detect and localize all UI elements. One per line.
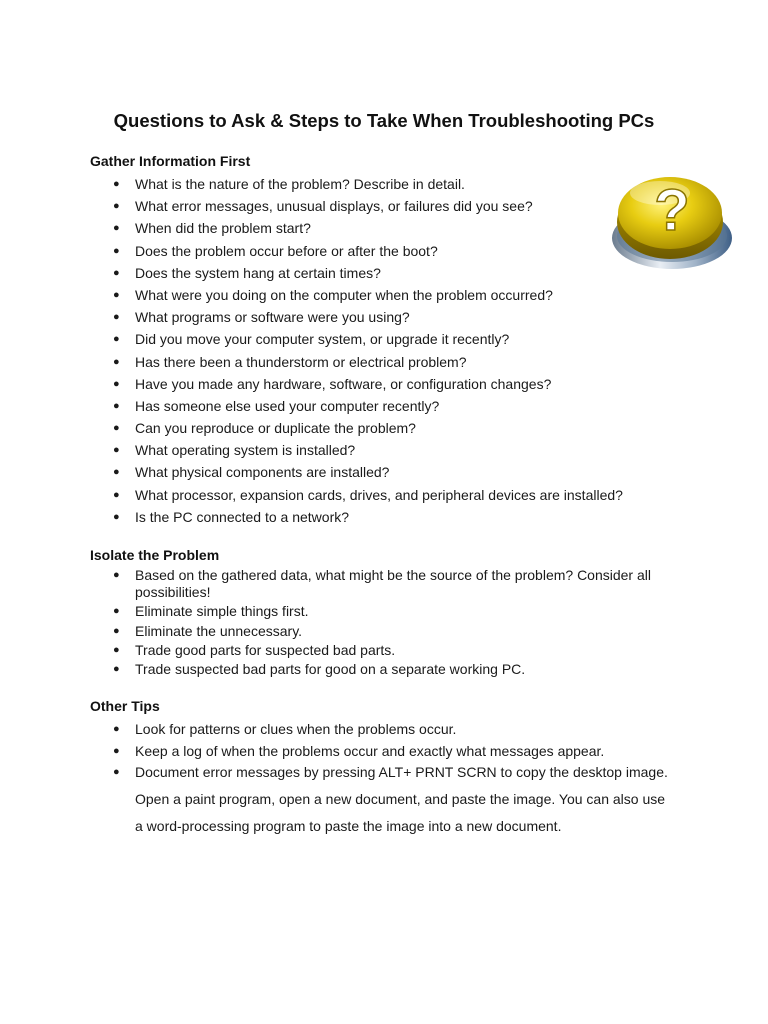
list-item [108, 173, 623, 195]
list-item [108, 306, 623, 328]
bullet-icon: ● [113, 605, 120, 618]
list-item [108, 461, 623, 483]
list-item [108, 373, 623, 395]
list-item-text: Is the PC connected to a network? [135, 508, 350, 525]
bullet-icon: ● [113, 178, 120, 190]
list-item [108, 661, 678, 678]
list-item-text: What programs or software were you using? [135, 309, 410, 326]
list-item-text: Does the system hang at certain times? [135, 264, 381, 281]
list-item-text: What operating system is installed? [135, 442, 356, 459]
list-item [108, 484, 623, 506]
list-item-text: Eliminate the unnecessary. [135, 622, 303, 639]
list-item [108, 240, 623, 262]
list-item [108, 262, 623, 284]
question-mark-symbol: ? [654, 178, 690, 243]
gather-info-list [108, 173, 623, 528]
bullet-icon: ● [113, 723, 120, 735]
bullet-icon: ● [113, 422, 120, 435]
list-item-text: Look for patterns or clues when the problems occur. [135, 721, 457, 737]
list-item [108, 417, 623, 439]
list-item [108, 284, 623, 306]
list-item [108, 328, 623, 350]
bullet-icon: ● [113, 488, 120, 501]
list-item [108, 395, 623, 417]
bullet-icon: ● [113, 200, 120, 213]
bullet-icon: ● [113, 288, 120, 301]
list-item [108, 718, 668, 740]
section-heading-other-tips: Other Tips [90, 698, 160, 714]
page-title: Questions to Ask & Steps to Take When Troubleshooting PCs [113, 110, 655, 131]
list-item-text: What physical components are installed? [135, 464, 390, 481]
isolate-problem-list [108, 567, 678, 680]
list-item-text: Has someone else used your computer recently? [135, 397, 440, 414]
list-item [108, 217, 623, 239]
section-heading-isolate: Isolate the Problem [90, 547, 220, 563]
list-item-text: What error messages, unusual displays, or failures did you see? [135, 198, 533, 215]
bullet-icon: ● [113, 266, 120, 279]
list-item-text: Trade good parts for suspected bad parts. [135, 641, 396, 658]
bullet-icon: ● [113, 355, 120, 368]
bullet-icon: ● [113, 444, 120, 457]
other-tips-list [108, 718, 668, 840]
list-item [108, 351, 623, 373]
bullet-icon: ● [113, 377, 120, 390]
bullet-icon: ● [113, 569, 120, 581]
bullet-icon: ● [113, 510, 120, 523]
list-item [108, 623, 678, 640]
list-item-text: What processor, expansion cards, drives, and peripheral devices are installed? [135, 486, 623, 503]
list-item-text: Based on the gathered data, what might be the source of the problem? Consider all possibilities! [135, 567, 651, 600]
bullet-icon: ● [113, 311, 120, 324]
bullet-icon: ● [113, 333, 120, 346]
bullet-icon: ● [113, 643, 120, 656]
list-item [108, 642, 678, 659]
bullet-icon: ● [113, 766, 120, 778]
list-item-text: Trade suspected bad parts for good on a separate working PC. [135, 661, 526, 678]
section-heading-gather: Gather Information First [90, 153, 251, 169]
list-item-text: When did the problem start? [135, 220, 311, 237]
list-item-text: Did you move your computer system, or upgrade it recently? [135, 331, 510, 348]
bullet-icon: ● [113, 244, 120, 257]
list-item [108, 567, 678, 601]
bullet-icon: ● [113, 663, 120, 676]
list-item-text: Eliminate simple things first. [135, 603, 309, 620]
list-item-text: Does the problem occur before or after the boot? [135, 242, 438, 259]
list-item [108, 603, 678, 620]
bullet-icon: ● [113, 399, 120, 412]
list-item-text: What is the nature of the problem? Describe in detail. [135, 176, 465, 192]
list-item-text: Can you reproduce or duplicate the problem? [135, 420, 416, 437]
list-item [108, 759, 668, 840]
list-item-text: Keep a log of when the problems occur and exactly what messages appear. [135, 743, 605, 759]
bullet-icon: ● [113, 222, 120, 235]
bullet-icon: ● [113, 624, 120, 637]
list-item-text: Document error messages by pressing ALT+ PRNT SCRN to copy the desktop image. Open a paint program, open a new document, and paste the image. You can also use a word-processing program to paste the image into a new document. [135, 764, 668, 834]
list-item [108, 195, 623, 217]
list-item-text: Have you made any hardware, software, or configuration changes? [135, 375, 552, 392]
list-item-text: Has there been a thunderstorm or electrical problem? [135, 353, 467, 370]
list-item [108, 439, 623, 461]
bullet-icon: ● [113, 466, 120, 479]
list-item [108, 506, 623, 528]
list-item-text: What were you doing on the computer when the problem occurred? [135, 286, 553, 303]
bullet-icon: ● [113, 745, 120, 757]
